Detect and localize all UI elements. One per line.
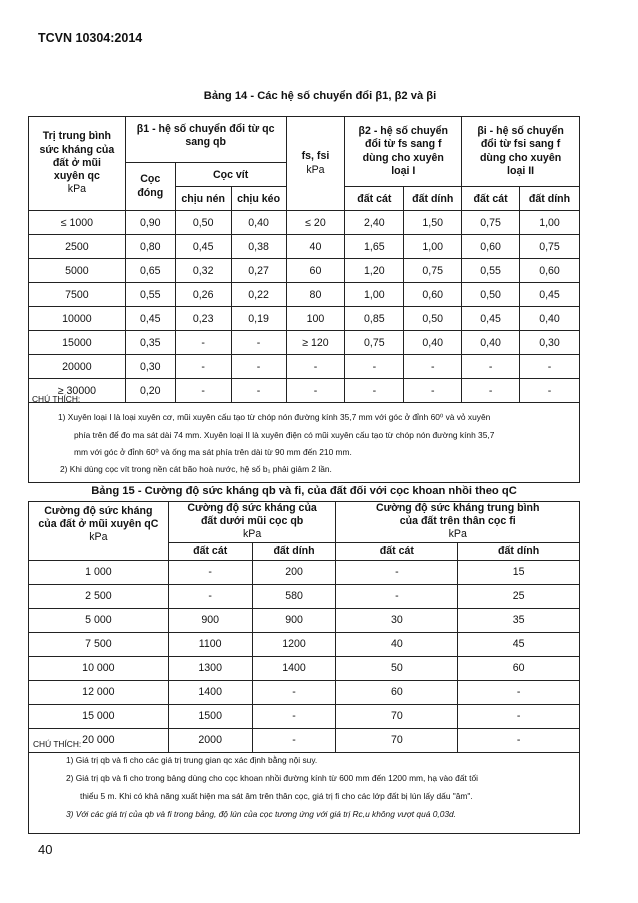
t15-subheader: đất cát: [336, 542, 458, 560]
t14-subheader: đất cát: [462, 187, 520, 211]
t14-note-line: 1) Xuyên loại I là loại xuyên cơ, mũi xuyên cấu tạo từ chóp nón đường kính 35,7 mm với góc ở đỉnh 60⁰ và vỏ xuyên: [58, 412, 491, 422]
t15-subheader: đất dính: [458, 542, 580, 560]
table-row: 15 000 1500 - 70 -: [29, 704, 580, 728]
t15-header-fi: Cường độ sức kháng trung bình của đất trên thân cọc fi kPa: [336, 502, 580, 543]
table-row: 7 500 1100 1200 40 45: [29, 632, 580, 656]
table-14: [28, 116, 580, 403]
t14-header-betai: βi - hệ số chuyển đổi từ fsi sang f dùng cho xuyên loại II: [462, 117, 580, 187]
t15-note-line: thiểu 5 m. Khi có khả năng xuất hiện ma sát âm trên thân cọc, giá trị fi cho các lớp đất bị lún lấy dấu "âm".: [80, 791, 473, 801]
table-row: 20 000 2000 - 70 -: [29, 728, 580, 752]
table-row: 20000 0,30 - - - - - - -: [29, 355, 580, 379]
t14-header-qc: Trị trung bình sức kháng của đất ở mũi xuyên qc kPa: [29, 117, 126, 211]
table-row: 2 500 - 580 - 25: [29, 584, 580, 608]
table-row: 5000 0,65 0,32 0,27 60 1,20 0,75 0,55 0,60: [29, 259, 580, 283]
t14-header-coc-vit: Cọc vít: [175, 163, 286, 187]
t14-header-chiu-keo: chịu kéo: [231, 187, 286, 211]
t14-note-line: phía trên để đo ma sát dài 74 mm. Xuyên loại II là xuyên điện có mũi xuyên cấu tạo từ chóp nón đường kính 35,7: [74, 430, 495, 440]
t14-subheader: đất cát: [345, 187, 404, 211]
t15-note-line: 1) Giá trị qb và fi cho các giá trị trung gian qc xác định bằng nội suy.: [66, 755, 318, 765]
page-number: 40: [38, 842, 53, 857]
t14-header-chiu-nen: chịu nén: [175, 187, 231, 211]
t15-notes-title: CHÚ THÍCH:: [33, 739, 82, 749]
table-row: 1 000 - 200 - 15: [29, 560, 580, 584]
document-code: TCVN 10304:2014: [38, 31, 143, 45]
table-row: 5 000 900 900 30 35: [29, 608, 580, 632]
table-row: ≥ 30000 0,20 - - - - - - -: [29, 379, 580, 403]
t15-header-qb: Cường độ sức kháng của đất dưới mũi cọc qb kPa: [168, 502, 336, 543]
table-row: ≤ 1000 0,90 0,50 0,40 ≤ 20 2,40 1,50 0,75 1,00: [29, 211, 580, 235]
t15-note-line: 2) Giá trị qb và fi cho trong bảng dùng cho cọc khoan nhồi đường kính từ 600 mm đến 1200 mm, hạ vào đất tối: [66, 773, 478, 783]
t14-note-line: 2) Khi dùng cọc vít trong nền cát bão hoà nước, hệ số b₁ phải giảm 2 lần.: [60, 464, 332, 474]
table-row: 15000 0,35 - - ≥ 120 0,75 0,40 0,40 0,30: [29, 331, 580, 355]
t14-header-coc-dong: Cọc đóng: [125, 163, 175, 211]
t14-subheader: đất dính: [520, 187, 580, 211]
table-row: 10000 0,45 0,23 0,19 100 0,85 0,50 0,45 0,40: [29, 307, 580, 331]
table15-caption: Bảng 15 - Cường độ sức kháng qb và fi, của đất đối với cọc khoan nhồi theo qC: [91, 485, 517, 497]
t15-note-line: 3) Với các giá trị của qb và fi trong bảng, độ lún của cọc tương ứng với giá trị Rc,u không vượt quá 0,03d.: [66, 809, 456, 819]
t15-subheader: đất cát: [168, 542, 252, 560]
table-row: 12 000 1400 - 60 -: [29, 680, 580, 704]
t15-subheader: đất dính: [252, 542, 336, 560]
t14-header-beta1: β1 - hệ số chuyển đổi từ qc sang qb: [125, 117, 286, 163]
table-15: [28, 501, 580, 753]
t14-header-beta2: β2 - hệ số chuyển đổi từ fs sang f dùng cho xuyên loại I: [345, 117, 462, 187]
t15-header-qc: Cường độ sức kháng của đất ở mũi xuyên qC kPa: [29, 502, 169, 561]
table-row: 7500 0,55 0,26 0,22 80 1,00 0,60 0,50 0,45: [29, 283, 580, 307]
table-row: 10 000 1300 1400 50 60: [29, 656, 580, 680]
t14-note-line: mm với góc ở đỉnh 60⁰ và ống ma sát phía trên dài từ 90 mm đến 210 mm.: [74, 447, 352, 457]
t14-notes-title: CHÚ THÍCH:: [32, 394, 81, 404]
table-row: 2500 0,80 0,45 0,38 40 1,65 1,00 0,60 0,75: [29, 235, 580, 259]
t14-header-fs: fs, fsi kPa: [286, 117, 345, 211]
table14-caption: Bảng 14 - Các hệ số chuyển đổi β1, β2 và βi: [203, 90, 437, 102]
t14-subheader: đất dính: [404, 187, 462, 211]
